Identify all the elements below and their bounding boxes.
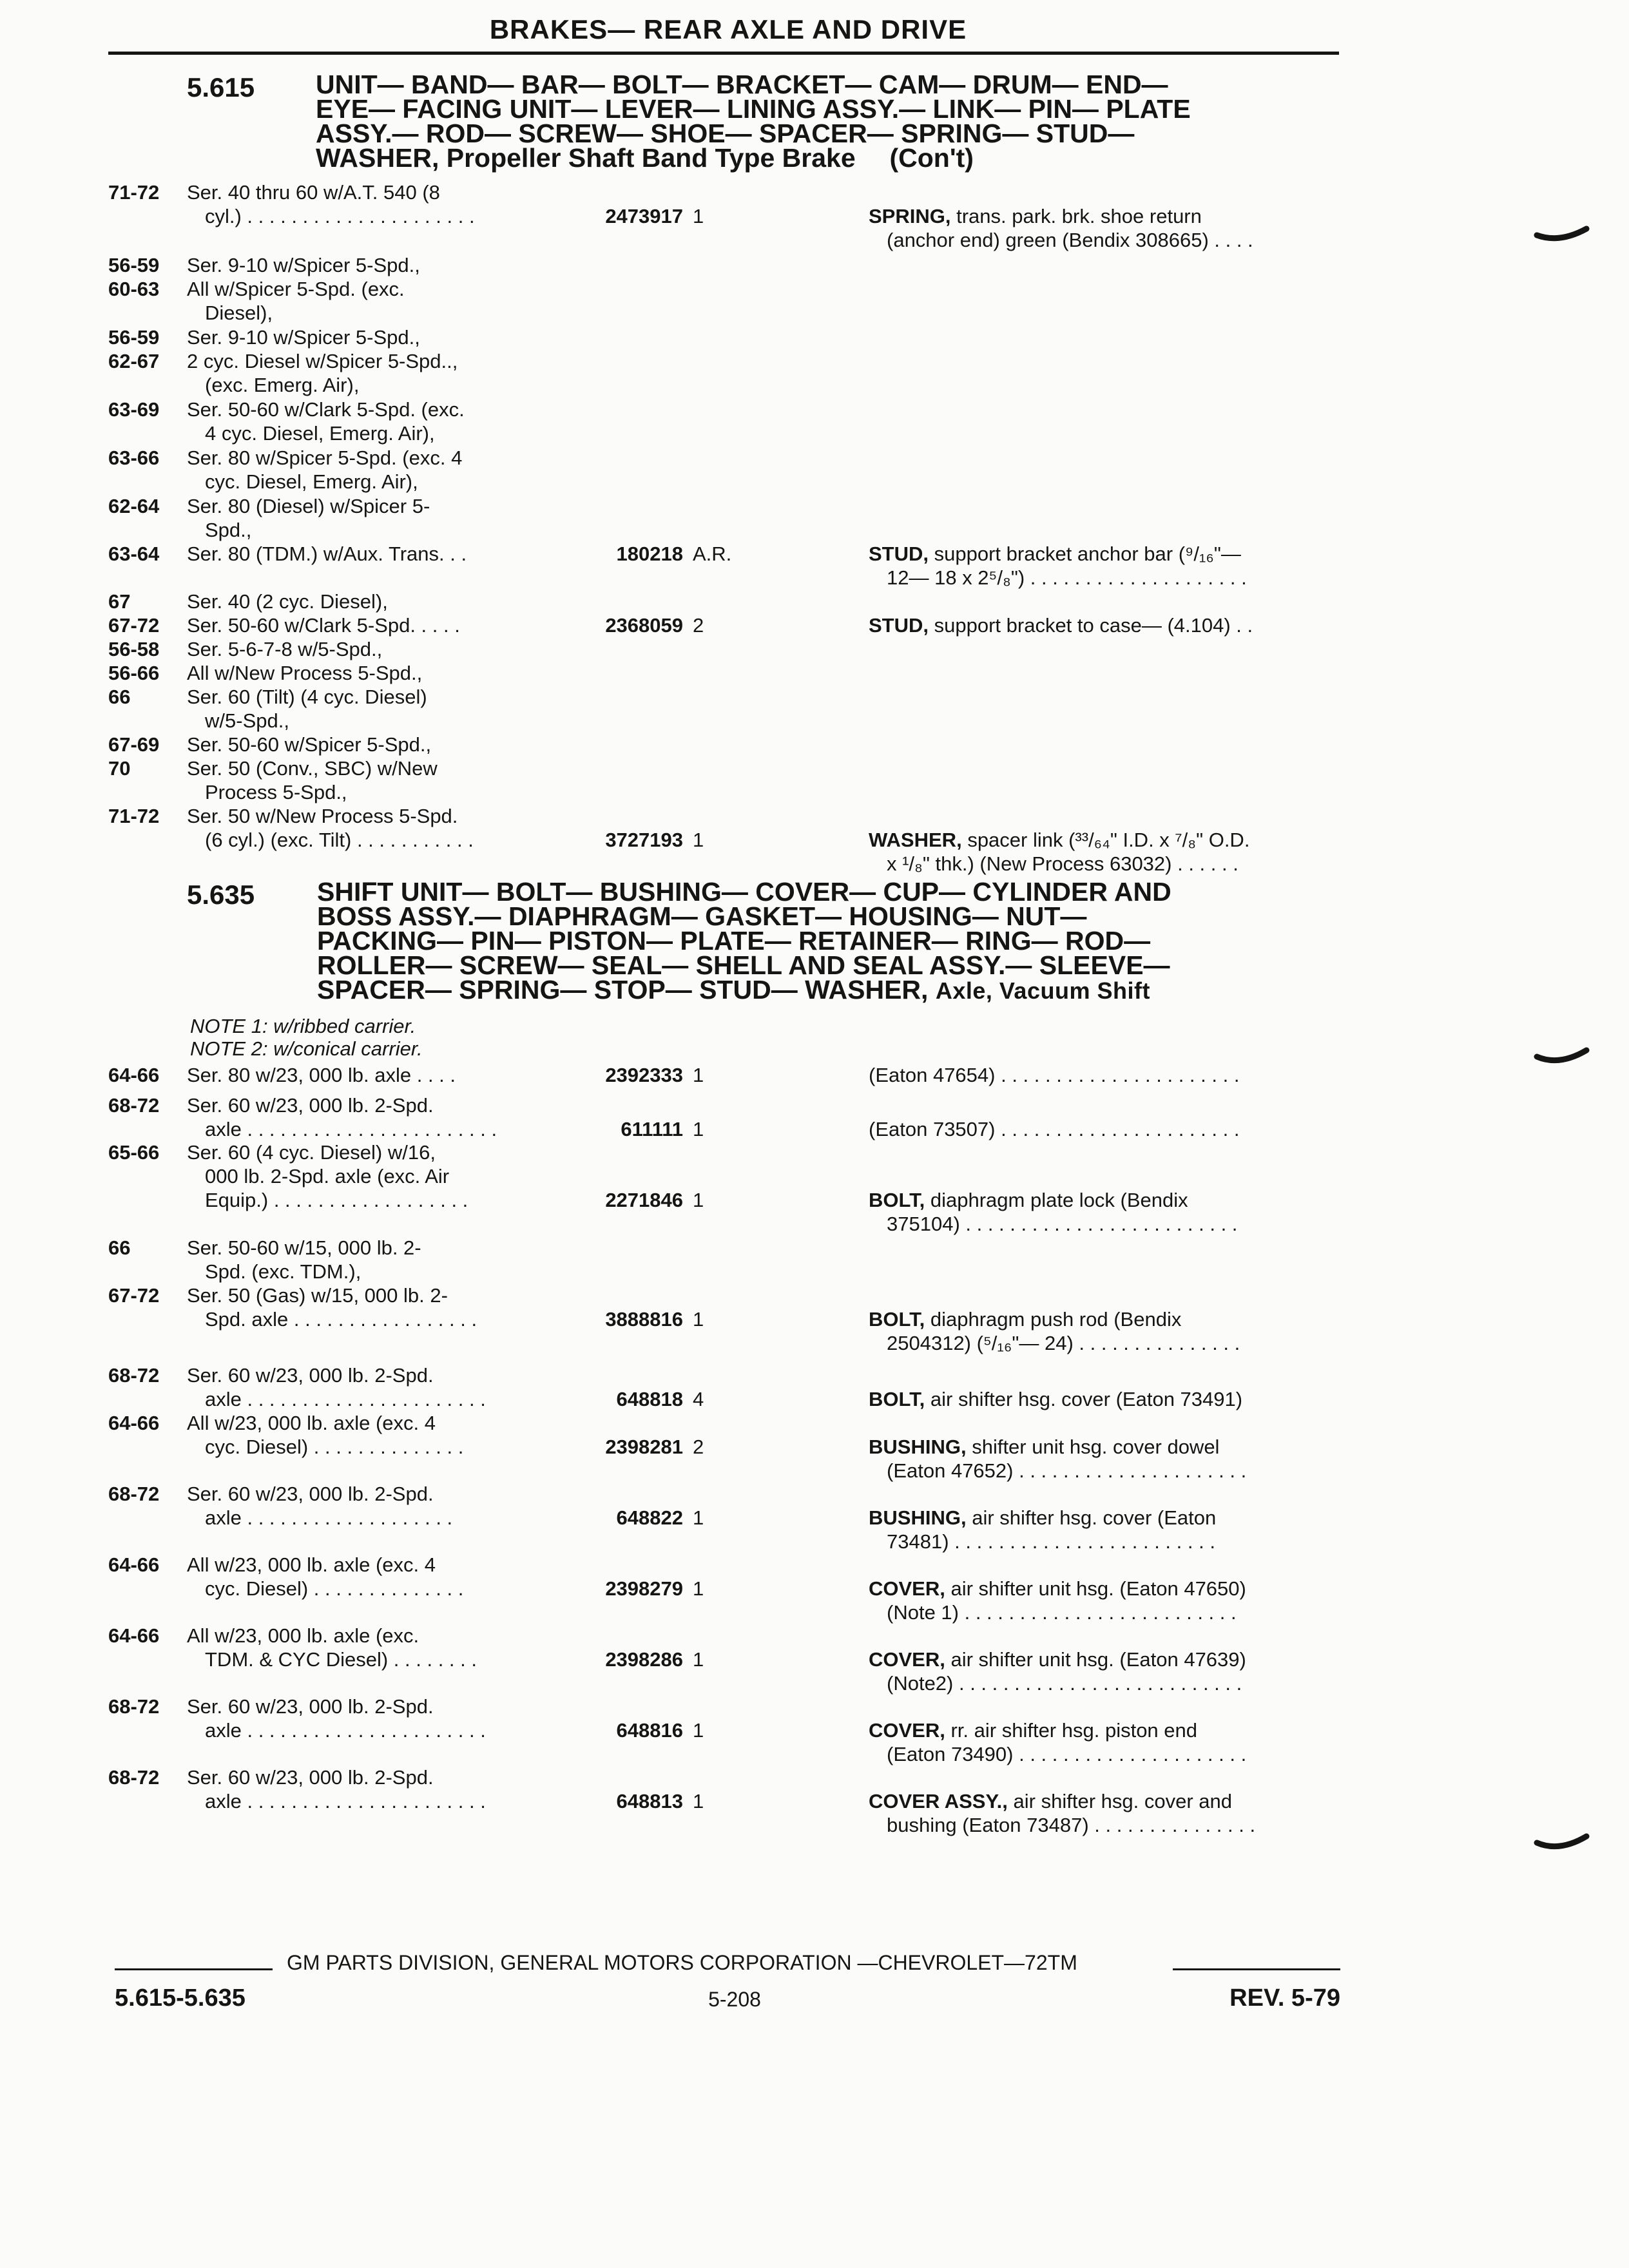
- application-line: Ser. 50-60 w/Clark 5-Spd. (exc.: [187, 398, 465, 421]
- description-keyword: BUSHING,: [869, 1506, 967, 1529]
- application-line: Ser. 60 w/23, 000 lb. 2-Spd.: [187, 1094, 434, 1117]
- description: [869, 1506, 1339, 1553]
- quantity: A.R.: [693, 543, 732, 565]
- model-years: 68-72: [108, 1364, 160, 1387]
- application-line: Ser. 50 w/New Process 5-Spd.: [187, 805, 458, 827]
- application: [187, 1140, 548, 1212]
- quantity: 1: [693, 1648, 704, 1671]
- description-line: support bracket to case— (4.104) . .: [934, 614, 1253, 637]
- part-number: 2473917: [605, 205, 683, 227]
- part-number: 2398279: [605, 1577, 683, 1600]
- model-years: 68-72: [108, 1695, 160, 1718]
- model-years: 71-72: [108, 805, 160, 827]
- application-line: Ser. 50 (Gas) w/15, 000 lb. 2-: [187, 1284, 448, 1307]
- quantity: 1: [693, 1719, 704, 1742]
- application-line: Ser. 5-6-7-8 w/5-Spd.,: [187, 638, 383, 660]
- model-years: 56-66: [108, 662, 160, 684]
- application-line: (exc. Emerg. Air),: [205, 374, 360, 396]
- application: [187, 661, 548, 685]
- description-line: (Eaton 73490) . . . . . . . . . . . . . . . . . . . . .: [887, 1743, 1247, 1765]
- application-line: Ser. 80 w/Spicer 5-Spd. (exc. 4: [187, 447, 463, 469]
- binder-mark-icon: [1534, 1037, 1592, 1076]
- description-line: (anchor end) green (Bendix 308665) . . . .: [887, 229, 1253, 251]
- application-line: cyl.) . . . . . . . . . . . . . . . . . . . . .: [205, 205, 475, 227]
- description-keyword: SPRING,: [869, 205, 951, 227]
- application: [187, 1765, 548, 1813]
- application: [187, 1624, 548, 1671]
- application-line: (6 cyl.) (exc. Tilt) . . . . . . . . . . .: [205, 829, 474, 851]
- section-title-line: UNIT— BAND— BAR— BOLT— BRACKET— CAM— DRUM— END—: [316, 70, 1168, 99]
- application: [187, 277, 548, 325]
- description: [869, 1188, 1339, 1236]
- description-line: 73481) . . . . . . . . . . . . . . . . . . . . . . . .: [887, 1530, 1215, 1553]
- description: [869, 1789, 1339, 1837]
- model-years: 63-69: [108, 398, 160, 421]
- application-line: Ser. 9-10 w/Spicer 5-Spd.,: [187, 326, 420, 349]
- description-line: (Eaton 47652) . . . . . . . . . . . . . . . . . . . . .: [887, 1459, 1247, 1482]
- description-keyword: COVER ASSY.,: [869, 1790, 1008, 1812]
- application-line: 000 lb. 2-Spd. axle (exc. Air: [205, 1165, 450, 1187]
- model-years: 62-64: [108, 495, 160, 517]
- application: [187, 756, 548, 804]
- quantity: 2: [693, 1436, 704, 1458]
- application: [187, 325, 548, 349]
- application-line: Process 5-Spd.,: [205, 781, 347, 803]
- section-number: 5.615: [187, 72, 255, 102]
- description-keyword: BOLT,: [869, 1189, 925, 1211]
- model-years: 64-66: [108, 1624, 160, 1647]
- application-line: axle . . . . . . . . . . . . . . . . . . .: [205, 1506, 453, 1529]
- part-number: 2398286: [605, 1648, 683, 1671]
- description: [869, 1307, 1339, 1355]
- application-line: Ser. 60 w/23, 000 lb. 2-Spd.: [187, 1483, 434, 1505]
- application-line: w/5-Spd.,: [205, 709, 289, 732]
- binder-mark-icon: [1534, 1823, 1592, 1862]
- application-line: 4 cyc. Diesel, Emerg. Air),: [205, 422, 435, 445]
- description-line: spacer link (³³/₆₄" I.D. x ⁷/₈" O.D.: [967, 829, 1250, 851]
- application-line: Ser. 50 (Conv., SBC) w/New: [187, 757, 438, 780]
- footer-rule-right: [1173, 1968, 1340, 1970]
- part-number: 648816: [616, 1719, 683, 1742]
- description: [869, 1387, 1339, 1411]
- model-years: 68-72: [108, 1094, 160, 1117]
- model-years: 67-69: [108, 733, 160, 756]
- application: [187, 590, 548, 613]
- description: [869, 828, 1339, 876]
- application-line: Equip.) . . . . . . . . . . . . . . . . . .: [205, 1189, 468, 1211]
- part-number: 3888816: [605, 1308, 683, 1331]
- application-line: All w/Spicer 5-Spd. (exc.: [187, 278, 405, 300]
- application: [187, 1553, 548, 1600]
- quantity: 1: [693, 1118, 704, 1140]
- application: [187, 637, 548, 661]
- description: [869, 1063, 1339, 1087]
- application-line: Ser. 9-10 w/Spicer 5-Spd.,: [187, 254, 420, 276]
- application: [187, 1482, 548, 1530]
- application-line: axle . . . . . . . . . . . . . . . . . . . . . . .: [205, 1118, 497, 1140]
- section-title: [317, 879, 1335, 1003]
- footer-rule-left: [115, 1968, 273, 1970]
- model-years: 63-66: [108, 447, 160, 469]
- description-line: bushing (Eaton 73487) . . . . . . . . . . . . . . .: [887, 1814, 1256, 1836]
- application: [187, 494, 548, 542]
- application-line: Ser. 40 (2 cyc. Diesel),: [187, 590, 388, 613]
- description: [869, 1648, 1339, 1695]
- description-line: air shifter unit hsg. (Eaton 47650): [950, 1577, 1246, 1600]
- model-years: 68-72: [108, 1483, 160, 1505]
- description: [869, 542, 1339, 590]
- page-header: BRAKES— REAR AXLE AND DRIVE: [489, 14, 967, 44]
- model-years: 67-72: [108, 1284, 160, 1307]
- model-years: 65-66: [108, 1141, 160, 1164]
- description-keyword: BOLT,: [869, 1388, 925, 1410]
- description-keyword: STUD,: [869, 614, 929, 637]
- footer-publisher: GM PARTS DIVISION, GENERAL MOTORS CORPORATION —CHEVROLET—72TM: [287, 1951, 1077, 1974]
- application-line: cyc. Diesel, Emerg. Air),: [205, 470, 418, 493]
- description-line: x ¹/₈" thk.) (New Process 63032) . . . . . .: [887, 852, 1239, 875]
- quantity: 2: [693, 614, 704, 637]
- description: [869, 1435, 1339, 1483]
- description: [869, 1577, 1339, 1624]
- description-line: air shifter hsg. cover (Eaton 73491): [930, 1388, 1243, 1410]
- description-line: trans. park. brk. shoe return: [956, 205, 1202, 227]
- description-line: rr. air shifter hsg. piston end: [950, 1719, 1198, 1742]
- section-number: 5.635: [187, 879, 255, 910]
- quantity: 1: [693, 1308, 704, 1331]
- part-number: 2392333: [605, 1064, 683, 1086]
- description-keyword: BUSHING,: [869, 1436, 967, 1458]
- description-line: 12— 18 x 2⁵/₈") . . . . . . . . . . . . . . . . . . . .: [887, 566, 1247, 589]
- application: [187, 398, 548, 445]
- description-line: diaphragm push rod (Bendix: [930, 1308, 1182, 1331]
- section-title-line: WASHER, Propeller Shaft Band Type Brake: [316, 143, 856, 173]
- model-years: 56-59: [108, 254, 160, 276]
- application-line: All w/23, 000 lb. axle (exc. 4: [187, 1553, 436, 1576]
- description-line: 375104) . . . . . . . . . . . . . . . . . . . . . . . . .: [887, 1213, 1238, 1235]
- quantity: 1: [693, 205, 704, 227]
- footer-page-number: 5-208: [708, 1988, 761, 2011]
- model-years: 68-72: [108, 1766, 160, 1789]
- application: [187, 1236, 548, 1283]
- description-line: air shifter hsg. cover and: [1013, 1790, 1232, 1812]
- description-line: air shifter hsg. cover (Eaton: [972, 1506, 1217, 1529]
- application-line: Ser. 80 (Diesel) w/Spicer 5-: [187, 495, 430, 517]
- section-title-line: ASSY.— ROD— SCREW— SHOE— SPACER— SPRING— STUD—: [316, 119, 1135, 148]
- part-number: 648813: [616, 1790, 683, 1812]
- application: [187, 1093, 548, 1141]
- description-line: support bracket anchor bar (⁹/₁₆"—: [934, 543, 1241, 565]
- section-title-line: SHIFT UNIT— BOLT— BUSHING— COVER— CUP— CYLINDER AND: [317, 877, 1171, 907]
- model-years: 67-72: [108, 614, 160, 637]
- description-keyword: COVER,: [869, 1719, 945, 1742]
- section-title-continued: (Con't): [889, 143, 974, 173]
- application-line: axle . . . . . . . . . . . . . . . . . . . . . .: [205, 1719, 486, 1742]
- description-line: (Eaton 73507) . . . . . . . . . . . . . . . . . . . . . .: [869, 1118, 1240, 1140]
- binder-mark-icon: [1534, 213, 1592, 251]
- application-line: TDM. & CYC Diesel) . . . . . . . .: [205, 1648, 477, 1671]
- application: [187, 542, 548, 566]
- description-line: (Eaton 47654) . . . . . . . . . . . . . . . . . . . . . .: [869, 1064, 1240, 1086]
- application-line: axle . . . . . . . . . . . . . . . . . . . . . .: [205, 1388, 486, 1410]
- part-number: 180218: [616, 543, 683, 565]
- model-years: 70: [108, 757, 131, 780]
- application: [187, 1063, 548, 1087]
- model-years: 64-66: [108, 1412, 160, 1434]
- description: [869, 204, 1339, 252]
- application-line: axle . . . . . . . . . . . . . . . . . . . . . .: [205, 1790, 486, 1812]
- application-line: All w/23, 000 lb. axle (exc.: [187, 1624, 419, 1647]
- application-line: Ser. 60 (4 cyc. Diesel) w/16,: [187, 1141, 436, 1164]
- application-line: 2 cyc. Diesel w/Spicer 5-Spd..,: [187, 350, 458, 372]
- application: [187, 1411, 548, 1459]
- application-line: cyc. Diesel) . . . . . . . . . . . . . .: [205, 1577, 464, 1600]
- description-line: 2504312) (⁵/₁₆"— 24) . . . . . . . . . . . . . . .: [887, 1332, 1240, 1354]
- model-years: 56-58: [108, 638, 160, 660]
- part-number: 2398281: [605, 1436, 683, 1458]
- section-title-line: EYE— FACING UNIT— LEVER— LINING ASSY.— LINK— PIN— PLATE: [316, 94, 1191, 124]
- section-title-line: BOSS ASSY.— DIAPHRAGM— GASKET— HOUSING— NUT—: [317, 901, 1087, 931]
- application: [187, 685, 548, 733]
- header-rule: [108, 52, 1339, 55]
- footer-revision: REV. 5-79: [1229, 1984, 1340, 2012]
- application-line: Diesel),: [205, 302, 273, 324]
- quantity: 1: [693, 1577, 704, 1600]
- description-keyword: WASHER,: [869, 829, 962, 851]
- description: [869, 1718, 1339, 1766]
- application: [187, 733, 548, 756]
- model-years: 56-59: [108, 326, 160, 349]
- application-line: Ser. 60 w/23, 000 lb. 2-Spd.: [187, 1364, 434, 1387]
- section-title-line: ROLLER— SCREW— SEAL— SHELL AND SEAL ASSY.— SLEEVE—: [317, 950, 1170, 980]
- application-line: Spd. (exc. TDM.),: [205, 1260, 361, 1283]
- description-line: diaphragm plate lock (Bendix: [930, 1189, 1188, 1211]
- part-number: 3727193: [605, 829, 683, 851]
- model-years: 71-72: [108, 181, 160, 204]
- application-line: Spd. axle . . . . . . . . . . . . . . . . .: [205, 1308, 477, 1331]
- description-line: shifter unit hsg. cover dowel: [972, 1436, 1220, 1458]
- application-line: Spd.,: [205, 519, 252, 541]
- application-line: Ser. 80 w/23, 000 lb. axle . . . .: [187, 1064, 456, 1086]
- application: [187, 1695, 548, 1742]
- application-line: All w/23, 000 lb. axle (exc. 4: [187, 1412, 436, 1434]
- quantity: 1: [693, 1506, 704, 1529]
- section-title-line: SPACER— SPRING— STOP— STUD— WASHER,: [317, 975, 929, 1004]
- quantity: 1: [693, 1064, 704, 1086]
- footer-section-range: 5.615-5.635: [115, 1984, 246, 2012]
- section-title: [316, 70, 1334, 173]
- description-keyword: STUD,: [869, 543, 929, 565]
- application-line: All w/New Process 5-Spd.,: [187, 662, 423, 684]
- application: [187, 613, 548, 637]
- application: [187, 180, 548, 228]
- description-keyword: COVER,: [869, 1648, 945, 1671]
- model-years: 64-66: [108, 1064, 160, 1086]
- description: [869, 1117, 1339, 1141]
- description: [869, 613, 1339, 637]
- model-years: 63-64: [108, 543, 160, 565]
- part-number: 611111: [621, 1118, 683, 1140]
- note-2: NOTE 2: w/conical carrier.: [190, 1037, 423, 1060]
- application: [187, 446, 548, 494]
- model-years: 67: [108, 590, 131, 613]
- application-line: cyc. Diesel) . . . . . . . . . . . . . .: [205, 1436, 464, 1458]
- application-line: Ser. 50-60 w/15, 000 lb. 2-: [187, 1236, 421, 1259]
- quantity: 1: [693, 1189, 704, 1211]
- model-years: 62-67: [108, 350, 160, 372]
- quantity: 1: [693, 829, 704, 851]
- part-number: 648822: [616, 1506, 683, 1529]
- application-line: Ser. 60 w/23, 000 lb. 2-Spd.: [187, 1695, 434, 1718]
- quantity: 1: [693, 1790, 704, 1812]
- model-years: 66: [108, 1236, 131, 1259]
- description-line: (Note2) . . . . . . . . . . . . . . . . . . . . . . . . . .: [887, 1672, 1242, 1695]
- description-line: air shifter unit hsg. (Eaton 47639): [950, 1648, 1246, 1671]
- application: [187, 1363, 548, 1411]
- model-years: 64-66: [108, 1553, 160, 1576]
- quantity: 4: [693, 1388, 704, 1410]
- description-line: (Note 1) . . . . . . . . . . . . . . . . . . . . . . . . .: [887, 1601, 1237, 1624]
- note-1: NOTE 1: w/ribbed carrier.: [190, 1015, 416, 1037]
- description-keyword: COVER,: [869, 1577, 945, 1600]
- section-title-line: PACKING— PIN— PISTON— PLATE— RETAINER— RING— ROD—: [317, 926, 1151, 956]
- model-years: 66: [108, 686, 131, 708]
- application-line: Ser. 60 w/23, 000 lb. 2-Spd.: [187, 1766, 434, 1789]
- application-line: Ser. 40 thru 60 w/A.T. 540 (8: [187, 181, 440, 204]
- description-keyword: BOLT,: [869, 1308, 925, 1331]
- application: [187, 349, 548, 397]
- application: [187, 1283, 548, 1331]
- part-number: 648818: [616, 1388, 683, 1410]
- section-title-tail: Axle, Vacuum Shift: [935, 977, 1150, 1004]
- part-number: 2271846: [605, 1189, 683, 1211]
- application-line: Ser. 50-60 w/Clark 5-Spd. . . . .: [187, 614, 460, 637]
- part-number: 2368059: [605, 614, 683, 637]
- application-line: Ser. 60 (Tilt) (4 cyc. Diesel): [187, 686, 427, 708]
- application: [187, 253, 548, 277]
- application-line: Ser. 50-60 w/Spicer 5-Spd.,: [187, 733, 432, 756]
- application-line: Ser. 80 (TDM.) w/Aux. Trans. . .: [187, 543, 467, 565]
- model-years: 60-63: [108, 278, 160, 300]
- application: [187, 804, 548, 852]
